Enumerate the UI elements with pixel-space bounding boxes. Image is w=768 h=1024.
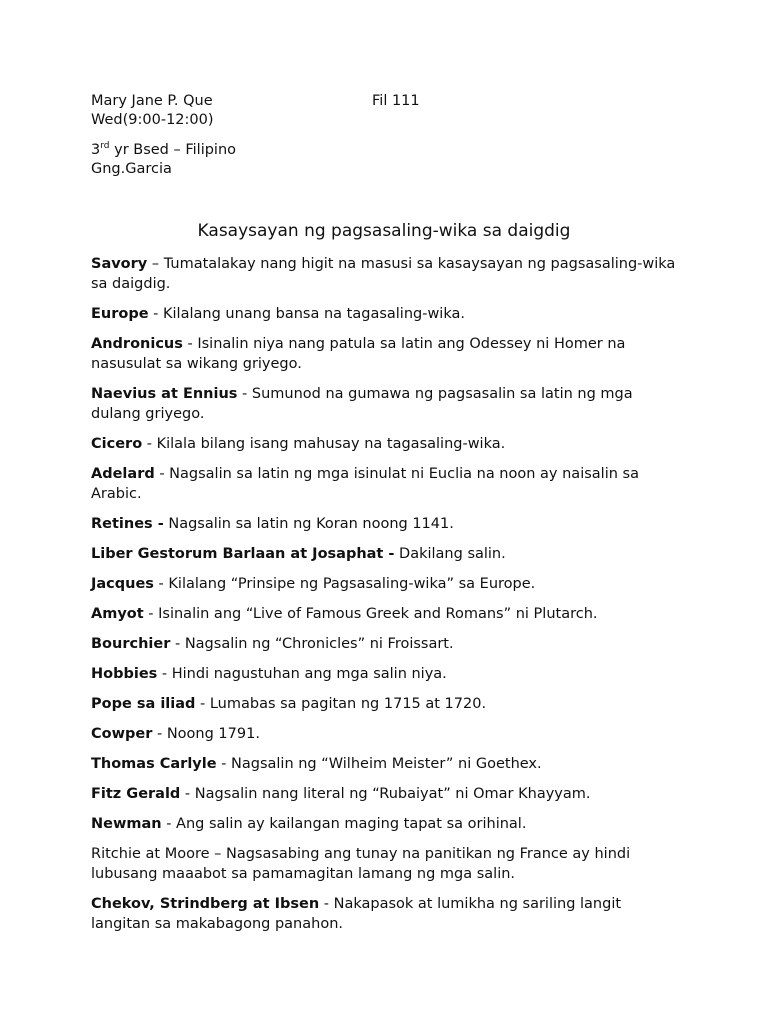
list-item (91, 304, 681, 324)
list-item (91, 514, 681, 534)
list-item (91, 384, 681, 424)
entry-term: Chekov, Strindberg at Ibsen (91, 896, 320, 912)
header-row-4 (91, 160, 691, 179)
list-item (91, 894, 681, 934)
entry-description: - Kilalang unang bansa na tagasaling-wika. (148, 306, 465, 322)
entry-term: Savory (91, 256, 148, 272)
entry-term: Andronicus (91, 336, 183, 352)
entry-term: Jacques (91, 576, 154, 592)
entry-term: Liber Gestorum Barlaan at Josaphat - (91, 546, 395, 562)
entry-term: Cowper (91, 726, 153, 742)
entry-term: Retines - (91, 516, 164, 532)
entry-description: - Ang salin ay kailangan maging tapat sa orihinal. (161, 816, 527, 832)
entry-term: Hobbies (91, 666, 158, 682)
list-item (91, 464, 681, 504)
entry-description: - Noong 1791. (152, 726, 260, 742)
entry-description: - Lumabas sa pagitan ng 1715 at 1720. (195, 696, 487, 712)
list-item (91, 544, 681, 564)
header-row-3 (91, 141, 691, 160)
list-item (91, 844, 681, 884)
entry-description: Nagsalin sa latin ng Koran noong 1141. (163, 516, 454, 532)
header-row-1 (91, 92, 691, 111)
entry-term: Pope sa iliad (91, 696, 196, 712)
entry-description: - Isinalin niya nang patula sa latin ang Odessey ni Homer na nasusulat sa wikang griyego. (91, 336, 626, 372)
course-code: Fil 111 (372, 93, 420, 109)
entry-term: Bourchier (91, 636, 171, 652)
class-schedule: Wed(9:00-12:00) (91, 112, 214, 128)
entry-description: - Sumunod na gumawa ng pagsasalin sa latin ng mga dulang griyego. (91, 386, 633, 422)
year-program: yr Bsed – Filipino (109, 142, 237, 158)
entry-description: - Hindi nagustuhan ang mga salin niya. (157, 666, 447, 682)
entry-description: – Tumatalakay nang higit na masusi sa kasaysayan ng pagsasaling-wika sa daigdig. (91, 256, 676, 292)
list-item (91, 664, 681, 684)
year-number: 3 (91, 142, 101, 158)
entry-list (91, 254, 681, 944)
entry-term: Naevius at Ennius (91, 386, 238, 402)
entry-description: Dakilang salin. (394, 546, 506, 562)
list-item (91, 724, 681, 744)
entry-description: - Nagsalin nang literal ng “Rubaiyat” ni Omar Khayyam. (180, 786, 591, 802)
entry-term: Cicero (91, 436, 143, 452)
student-name: Mary Jane P. Que (91, 93, 213, 109)
list-item (91, 434, 681, 454)
list-item (91, 814, 681, 834)
entry-description: - Nagsalin ng “Wilheim Meister” ni Goethex. (216, 756, 542, 772)
list-item (91, 334, 681, 374)
entry-term: Amyot (91, 606, 144, 622)
teacher-name: Gng.Garcia (91, 161, 172, 177)
entry-description: - Isinalin ang “Live of Famous Greek and Romans” ni Plutarch. (143, 606, 598, 622)
list-item (91, 634, 681, 654)
list-item (91, 754, 681, 774)
list-item (91, 784, 681, 804)
entry-description: - Kilalang “Prinsipe ng Pagsasaling-wika” sa Europe. (153, 576, 536, 592)
entry-term: Thomas Carlyle (91, 756, 217, 772)
list-item (91, 604, 681, 624)
year-ordinal-suffix: rd (100, 141, 110, 151)
entry-term: Adelard (91, 466, 155, 482)
entry-term: Fitz Gerald (91, 786, 181, 802)
entry-description: - Nakapasok at lumikha ng sariling langit langitan sa makabagong panahon. (91, 896, 622, 932)
header-row-2 (91, 111, 691, 130)
entry-description: - Nagsalin sa latin ng mga isinulat ni Euclia na noon ay naisalin sa Arabic. (91, 466, 639, 502)
list-item (91, 574, 681, 594)
list-item (91, 254, 681, 294)
document-title: Kasaysayan ng pagsasaling-wika sa daigdig (197, 221, 571, 241)
year-level (91, 142, 236, 158)
entry-description: - Nagsalin ng “Chronicles” ni Froissart. (170, 636, 454, 652)
entry-term: Europe (91, 306, 149, 322)
document-header (91, 92, 691, 179)
list-item (91, 694, 681, 714)
entry-term: Newman (91, 816, 162, 832)
entry-description: Ritchie at Moore – Nagsasabing ang tunay na panitikan ng France ay hindi lubusang maaabot sa pamamagitan lamang ng mga salin. (91, 846, 631, 882)
entry-description: - Kilala bilang isang mahusay na tagasaling-wika. (142, 436, 506, 452)
